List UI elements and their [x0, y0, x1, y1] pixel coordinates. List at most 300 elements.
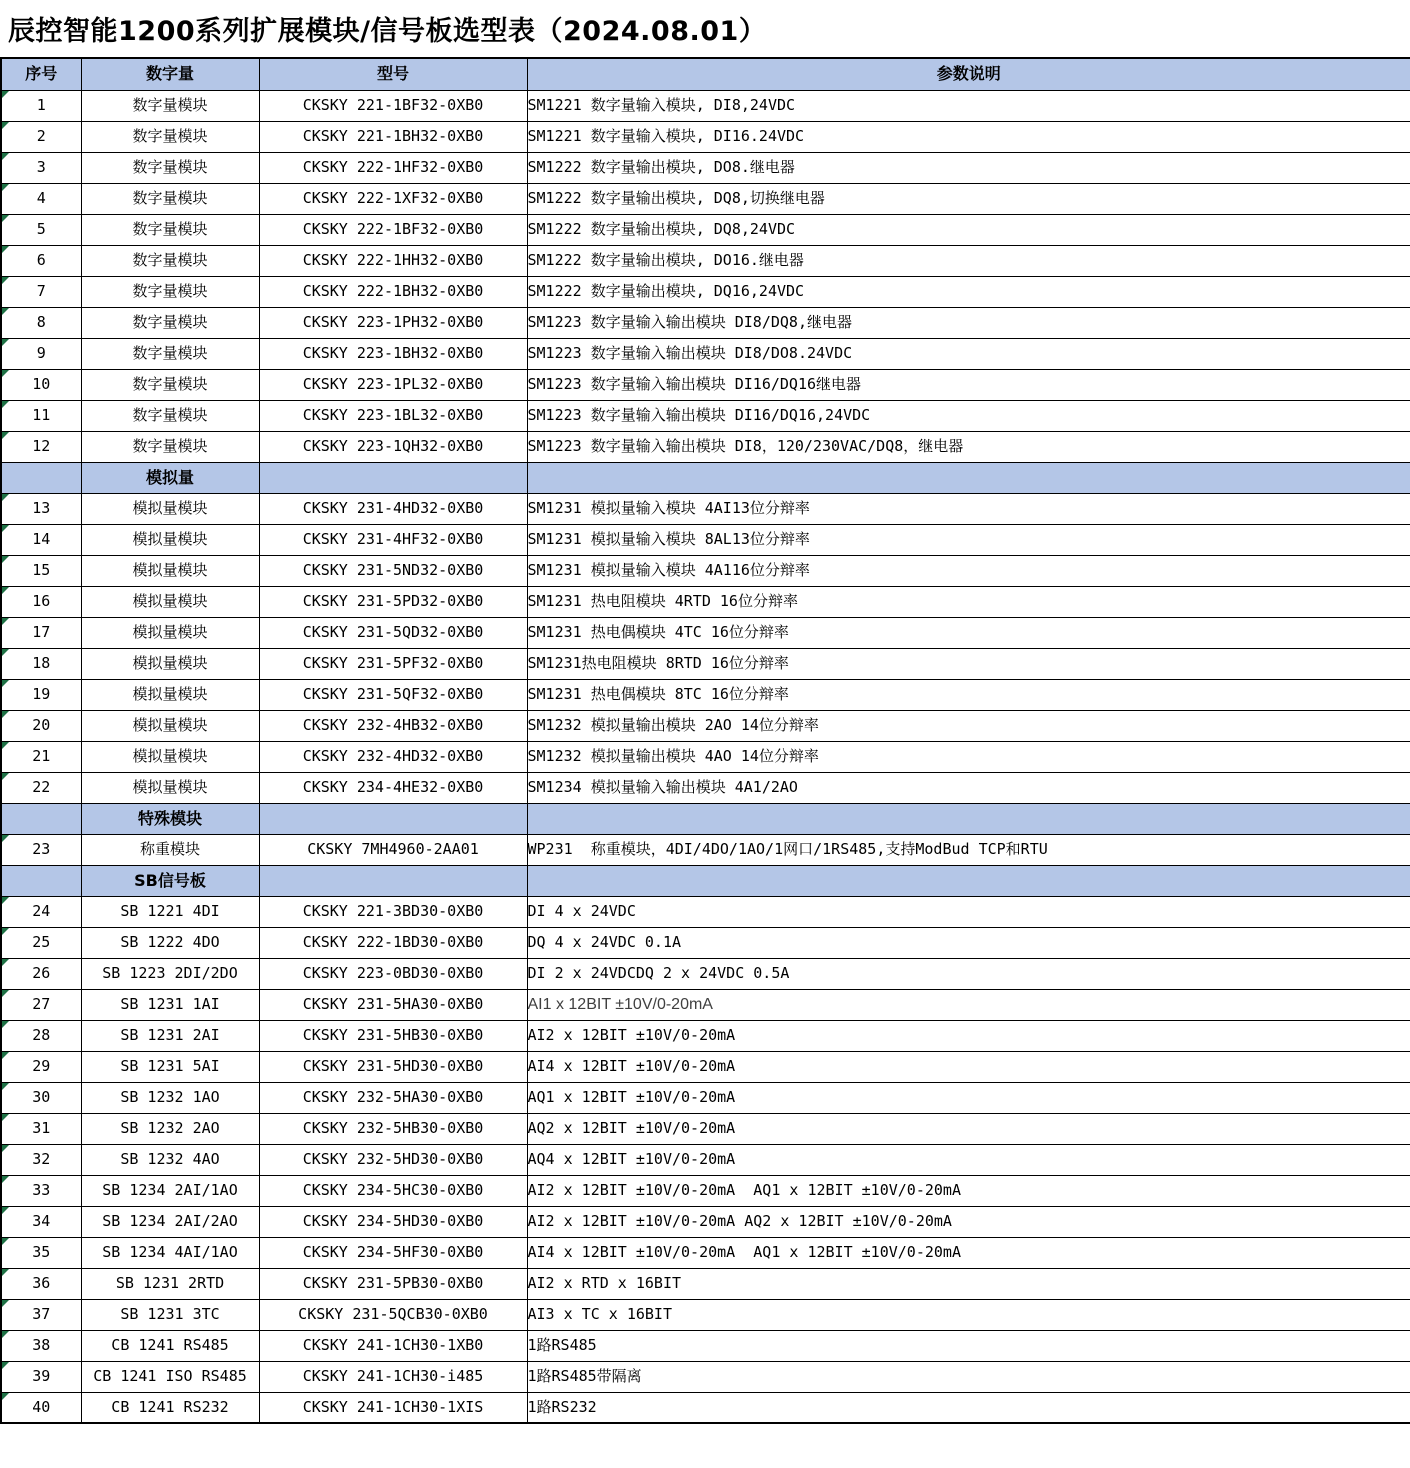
cell-desc: AI4 x 12BIT ±10V/0-20mA [527, 1051, 1410, 1082]
cell-model: CKSKY 223-0BD30-0XB0 [259, 958, 527, 989]
cell-model: CKSKY 231-4HF32-0XB0 [259, 524, 527, 555]
cell-no [1, 586, 81, 617]
cell-no [1, 1206, 81, 1237]
section-cell-category: 模拟量 [81, 462, 259, 493]
table-row [1, 1175, 1410, 1206]
row-number: 1 [36, 96, 46, 115]
row-number: 17 [32, 623, 51, 642]
cell-category: 数字量模块 [81, 90, 259, 121]
cell-category: SB 1222 4DO [81, 927, 259, 958]
cell-category: 模拟量模块 [81, 617, 259, 648]
cell-model: CKSKY 223-1BH32-0XB0 [259, 338, 527, 369]
cell-category: SB 1231 1AI [81, 989, 259, 1020]
cell-desc: SM1223 数字量输入输出模块 DI8/DO8.24VDC [527, 338, 1410, 369]
error-marker-triangle-icon [2, 773, 9, 780]
cell-desc: SM1231 模拟量输入模块 4A116位分辩率 [527, 555, 1410, 586]
table-row [1, 183, 1410, 214]
cell-desc: SM1231 热电偶模块 4TC 16位分辩率 [527, 617, 1410, 648]
table-row [1, 1237, 1410, 1268]
table-row [1, 1144, 1410, 1175]
cell-no [1, 400, 81, 431]
table-row [1, 90, 1410, 121]
table-row [1, 524, 1410, 555]
cell-desc: AQ4 x 12BIT ±10V/0-20mA [527, 1144, 1410, 1175]
section-cell-model [259, 865, 527, 896]
cell-model: CKSKY 234-4HE32-0XB0 [259, 772, 527, 803]
cell-desc: SM1222 数字量输出模块, DQ16,24VDC [527, 276, 1410, 307]
section-cell-model [259, 803, 527, 834]
row-number: 37 [32, 1305, 51, 1324]
error-marker-triangle-icon [2, 1238, 9, 1245]
error-marker-triangle-icon [2, 990, 9, 997]
row-number: 3 [36, 158, 46, 177]
cell-model: CKSKY 232-5HD30-0XB0 [259, 1144, 527, 1175]
cell-desc: AI2 x 12BIT ±10V/0-20mA AQ2 x 12BIT ±10V/0-20mA [527, 1206, 1410, 1237]
cell-no [1, 431, 81, 462]
row-number: 2 [36, 127, 46, 146]
row-number: 31 [32, 1119, 51, 1138]
cell-category: 数字量模块 [81, 400, 259, 431]
section-row [1, 865, 1410, 896]
cell-category: SB 1234 2AI/1AO [81, 1175, 259, 1206]
row-number: 13 [32, 499, 51, 518]
cell-model: CKSKY 232-5HA30-0XB0 [259, 1082, 527, 1113]
cell-no [1, 1082, 81, 1113]
cell-no [1, 90, 81, 121]
section-cell-no [1, 865, 81, 896]
row-number: 27 [32, 995, 51, 1014]
error-marker-triangle-icon [2, 711, 9, 718]
cell-no [1, 1051, 81, 1082]
table-row [1, 834, 1410, 865]
error-marker-triangle-icon [2, 1269, 9, 1276]
error-marker-triangle-icon [2, 680, 9, 687]
cell-no [1, 1299, 81, 1330]
cell-model: CKSKY 232-4HB32-0XB0 [259, 710, 527, 741]
row-number: 11 [32, 406, 51, 425]
row-number: 36 [32, 1274, 51, 1293]
cell-no [1, 1392, 81, 1423]
cell-model: CKSKY 221-3BD30-0XB0 [259, 896, 527, 927]
row-number: 38 [32, 1336, 51, 1355]
table-row [1, 772, 1410, 803]
cell-desc: 1路RS485带隔离 [527, 1361, 1410, 1392]
cell-desc: SM1223 数字量输入输出模块 DI16/DQ16继电器 [527, 369, 1410, 400]
cell-model: CKSKY 234-5HD30-0XB0 [259, 1206, 527, 1237]
error-marker-triangle-icon [2, 1393, 9, 1400]
cell-category: 称重模块 [81, 834, 259, 865]
cell-no [1, 1020, 81, 1051]
cell-model: CKSKY 7MH4960-2AA01 [259, 834, 527, 865]
cell-no [1, 245, 81, 276]
table-row [1, 896, 1410, 927]
table-row [1, 338, 1410, 369]
table-header-row [1, 58, 1410, 90]
cell-desc: SM1223 数字量输入输出模块 DI8/DQ8,继电器 [527, 307, 1410, 338]
cell-model: CKSKY 241-1CH30-1XIS [259, 1392, 527, 1423]
table-row [1, 679, 1410, 710]
cell-desc: AQ1 x 12BIT ±10V/0-20mA [527, 1082, 1410, 1113]
table-row [1, 927, 1410, 958]
cell-desc: SM1231 模拟量输入模块 8AL13位分辩率 [527, 524, 1410, 555]
error-marker-triangle-icon [2, 308, 9, 315]
row-number: 34 [32, 1212, 51, 1231]
cell-no [1, 555, 81, 586]
error-marker-triangle-icon [2, 556, 9, 563]
cell-no [1, 834, 81, 865]
cell-no [1, 617, 81, 648]
cell-no [1, 1361, 81, 1392]
table-row [1, 1392, 1410, 1423]
cell-no [1, 307, 81, 338]
table-body [1, 90, 1410, 1423]
table-row [1, 1082, 1410, 1113]
row-number: 6 [36, 251, 46, 270]
row-number: 33 [32, 1181, 51, 1200]
cell-category: 数字量模块 [81, 338, 259, 369]
table-row [1, 121, 1410, 152]
cell-desc: AI4 x 12BIT ±10V/0-20mA AQ1 x 12BIT ±10V/0-20mA [527, 1237, 1410, 1268]
table-row [1, 1299, 1410, 1330]
cell-category: SB 1231 5AI [81, 1051, 259, 1082]
cell-no [1, 524, 81, 555]
table-row [1, 741, 1410, 772]
cell-desc: DI 2 x 24VDCDQ 2 x 24VDC 0.5A [527, 958, 1410, 989]
cell-model: CKSKY 223-1PL32-0XB0 [259, 369, 527, 400]
section-cell-model [259, 462, 527, 493]
error-marker-triangle-icon [2, 1176, 9, 1183]
cell-model: CKSKY 232-5HB30-0XB0 [259, 1113, 527, 1144]
cell-model: CKSKY 234-5HF30-0XB0 [259, 1237, 527, 1268]
row-number: 22 [32, 778, 51, 797]
cell-desc: SM1231 热电偶模块 8TC 16位分辩率 [527, 679, 1410, 710]
cell-category: 数字量模块 [81, 121, 259, 152]
table-row [1, 214, 1410, 245]
cell-category: SB 1234 4AI/1AO [81, 1237, 259, 1268]
error-marker-triangle-icon [2, 215, 9, 222]
cell-model: CKSKY 231-4HD32-0XB0 [259, 493, 527, 524]
table-row [1, 617, 1410, 648]
table-row [1, 555, 1410, 586]
row-number: 16 [32, 592, 51, 611]
table-row [1, 1361, 1410, 1392]
table-row [1, 1051, 1410, 1082]
row-number: 23 [32, 840, 51, 859]
table-row [1, 1268, 1410, 1299]
cell-no [1, 338, 81, 369]
cell-model: CKSKY 231-5QD32-0XB0 [259, 617, 527, 648]
cell-model: CKSKY 231-5PF32-0XB0 [259, 648, 527, 679]
cell-desc: SM1223 数字量输入输出模块 DI16/DQ16,24VDC [527, 400, 1410, 431]
row-number: 7 [36, 282, 46, 301]
row-number: 39 [32, 1367, 51, 1386]
cell-desc: SM1222 数字量输出模块, DO8.继电器 [527, 152, 1410, 183]
section-row [1, 803, 1410, 834]
header-cell-model: 型号 [259, 58, 527, 90]
cell-desc: AI3 x TC x 16BIT [527, 1299, 1410, 1330]
table-row [1, 1330, 1410, 1361]
cell-category: 数字量模块 [81, 245, 259, 276]
cell-model: CKSKY 223-1BL32-0XB0 [259, 400, 527, 431]
row-number: 20 [32, 716, 51, 735]
cell-no [1, 493, 81, 524]
section-cell-category: SB信号板 [81, 865, 259, 896]
cell-category: 模拟量模块 [81, 586, 259, 617]
row-number: 24 [32, 902, 51, 921]
cell-category: 数字量模块 [81, 152, 259, 183]
cell-model: CKSKY 241-1CH30-i485 [259, 1361, 527, 1392]
cell-desc: SM1234 模拟量输入输出模块 4A1/2AO [527, 772, 1410, 803]
row-number: 9 [36, 344, 46, 363]
module-selection-table [0, 57, 1410, 1424]
cell-category: SB 1232 2AO [81, 1113, 259, 1144]
cell-category: 数字量模块 [81, 276, 259, 307]
cell-model: CKSKY 231-5ND32-0XB0 [259, 555, 527, 586]
error-marker-triangle-icon [2, 1300, 9, 1307]
cell-desc: AQ2 x 12BIT ±10V/0-20mA [527, 1113, 1410, 1144]
section-cell-desc [527, 803, 1410, 834]
error-marker-triangle-icon [2, 928, 9, 935]
error-marker-triangle-icon [2, 1114, 9, 1121]
error-marker-triangle-icon [2, 339, 9, 346]
error-marker-triangle-icon [2, 401, 9, 408]
cell-model: CKSKY 223-1PH32-0XB0 [259, 307, 527, 338]
cell-category: SB 1231 2AI [81, 1020, 259, 1051]
cell-desc: DI 4 x 24VDC [527, 896, 1410, 927]
row-number: 29 [32, 1057, 51, 1076]
cell-model: CKSKY 221-1BF32-0XB0 [259, 90, 527, 121]
cell-model: CKSKY 234-5HC30-0XB0 [259, 1175, 527, 1206]
table-row [1, 989, 1410, 1020]
error-marker-triangle-icon [2, 959, 9, 966]
cell-category: CB 1241 RS485 [81, 1330, 259, 1361]
cell-category: 数字量模块 [81, 214, 259, 245]
cell-desc: SM1222 数字量输出模块, DO16.继电器 [527, 245, 1410, 276]
cell-model: CKSKY 241-1CH30-1XB0 [259, 1330, 527, 1361]
section-cell-no [1, 462, 81, 493]
page-title: 辰控智能1200系列扩展模块/信号板选型表（2024.08.01） [8, 16, 767, 47]
cell-no [1, 183, 81, 214]
cell-category: SB 1232 1AO [81, 1082, 259, 1113]
cell-desc: SM1223 数字量输入输出模块 DI8，120/230VAC/DQ8，继电器 [527, 431, 1410, 462]
row-number: 10 [32, 375, 51, 394]
error-marker-triangle-icon [2, 184, 9, 191]
row-number: 4 [36, 189, 46, 208]
table-row [1, 1113, 1410, 1144]
cell-desc: 1路RS232 [527, 1392, 1410, 1423]
cell-category: SB 1234 2AI/2AO [81, 1206, 259, 1237]
table-row [1, 245, 1410, 276]
row-number: 26 [32, 964, 51, 983]
cell-no [1, 214, 81, 245]
row-number: 32 [32, 1150, 51, 1169]
cell-category: SB 1231 3TC [81, 1299, 259, 1330]
cell-desc: SM1222 数字量输出模块, DQ8,24VDC [527, 214, 1410, 245]
section-cell-no [1, 803, 81, 834]
cell-category: SB 1223 2DI/2DO [81, 958, 259, 989]
cell-model: CKSKY 231-5QCB30-0XB0 [259, 1299, 527, 1330]
cell-desc: AI1 x 12BIT ±10V/0-20mA [527, 989, 1410, 1020]
error-marker-triangle-icon [2, 1331, 9, 1338]
cell-category: SB 1232 4AO [81, 1144, 259, 1175]
table-row [1, 400, 1410, 431]
error-marker-triangle-icon [2, 587, 9, 594]
row-number: 40 [32, 1398, 51, 1416]
cell-category: 模拟量模块 [81, 710, 259, 741]
header-cell-no: 序号 [1, 58, 81, 90]
cell-no [1, 896, 81, 927]
table-row [1, 493, 1410, 524]
cell-desc: SM1231 模拟量输入模块 4AI13位分辩率 [527, 493, 1410, 524]
cell-model: CKSKY 222-1HF32-0XB0 [259, 152, 527, 183]
cell-category: SB 1231 2RTD [81, 1268, 259, 1299]
cell-no [1, 152, 81, 183]
cell-model: CKSKY 232-4HD32-0XB0 [259, 741, 527, 772]
section-cell-desc [527, 865, 1410, 896]
cell-category: 模拟量模块 [81, 741, 259, 772]
cell-category: 模拟量模块 [81, 772, 259, 803]
error-marker-triangle-icon [2, 277, 9, 284]
cell-desc: SM1221 数字量输入模块, DI8,24VDC [527, 90, 1410, 121]
cell-category: 模拟量模块 [81, 524, 259, 555]
error-marker-triangle-icon [2, 1207, 9, 1214]
cell-model: CKSKY 222-1BD30-0XB0 [259, 927, 527, 958]
error-marker-triangle-icon [2, 1083, 9, 1090]
section-cell-category: 特殊模块 [81, 803, 259, 834]
cell-category: 模拟量模块 [81, 555, 259, 586]
table-row [1, 958, 1410, 989]
table-row [1, 152, 1410, 183]
table-row [1, 307, 1410, 338]
cell-desc: WP231 称重模块，4DI/4DO/1AO/1网口/1RS485,支持ModBud TCP和RTU [527, 834, 1410, 865]
cell-model: CKSKY 222-1BF32-0XB0 [259, 214, 527, 245]
error-marker-triangle-icon [2, 1362, 9, 1369]
table-row [1, 369, 1410, 400]
row-number: 28 [32, 1026, 51, 1045]
row-number: 30 [32, 1088, 51, 1107]
cell-model: CKSKY 231-5PD32-0XB0 [259, 586, 527, 617]
cell-no [1, 648, 81, 679]
row-number: 19 [32, 685, 51, 704]
error-marker-triangle-icon [2, 525, 9, 532]
cell-model: CKSKY 231-5QF32-0XB0 [259, 679, 527, 710]
cell-desc: SM1232 模拟量输出模块 2AO 14位分辩率 [527, 710, 1410, 741]
cell-model: CKSKY 221-1BH32-0XB0 [259, 121, 527, 152]
cell-category: SB 1221 4DI [81, 896, 259, 927]
cell-no [1, 121, 81, 152]
cell-category: 模拟量模块 [81, 648, 259, 679]
error-marker-triangle-icon [2, 742, 9, 749]
cell-no [1, 276, 81, 307]
cell-no [1, 710, 81, 741]
table-row [1, 586, 1410, 617]
table-row [1, 1206, 1410, 1237]
header-cell-category: 数字量 [81, 58, 259, 90]
cell-no [1, 1268, 81, 1299]
cell-model: CKSKY 231-5HD30-0XB0 [259, 1051, 527, 1082]
cell-category: 数字量模块 [81, 369, 259, 400]
row-number: 14 [32, 530, 51, 549]
error-marker-triangle-icon [2, 649, 9, 656]
error-marker-triangle-icon [2, 370, 9, 377]
cell-model: CKSKY 231-5PB30-0XB0 [259, 1268, 527, 1299]
cell-category: 模拟量模块 [81, 679, 259, 710]
row-number: 35 [32, 1243, 51, 1262]
cell-desc: AI2 x RTD x 16BIT [527, 1268, 1410, 1299]
cell-category: 数字量模块 [81, 431, 259, 462]
cell-desc: SM1231 热电阻模块 4RTD 16位分辩率 [527, 586, 1410, 617]
error-marker-triangle-icon [2, 91, 9, 98]
cell-category: 数字量模块 [81, 183, 259, 214]
cell-model: CKSKY 223-1QH32-0XB0 [259, 431, 527, 462]
row-number: 12 [32, 437, 51, 456]
table-row [1, 276, 1410, 307]
cell-category: 模拟量模块 [81, 493, 259, 524]
cell-no [1, 741, 81, 772]
error-marker-triangle-icon [2, 153, 9, 160]
section-row [1, 462, 1410, 493]
row-number: 5 [36, 220, 46, 239]
section-cell-desc [527, 462, 1410, 493]
row-number: 21 [32, 747, 51, 766]
cell-category: 数字量模块 [81, 307, 259, 338]
cell-no [1, 772, 81, 803]
cell-model: CKSKY 222-1XF32-0XB0 [259, 183, 527, 214]
table-row [1, 710, 1410, 741]
cell-model: CKSKY 231-5HB30-0XB0 [259, 1020, 527, 1051]
cell-no [1, 1237, 81, 1268]
cell-no [1, 1175, 81, 1206]
error-marker-triangle-icon [2, 246, 9, 253]
title-bar [0, 0, 1410, 57]
table-row [1, 648, 1410, 679]
error-marker-triangle-icon [2, 835, 9, 842]
error-marker-triangle-icon [2, 1145, 9, 1152]
error-marker-triangle-icon [2, 122, 9, 129]
error-marker-triangle-icon [2, 1052, 9, 1059]
cell-no [1, 989, 81, 1020]
error-marker-triangle-icon [2, 897, 9, 904]
cell-desc: AI2 x 12BIT ±10V/0-20mA AQ1 x 12BIT ±10V/0-20mA [527, 1175, 1410, 1206]
cell-desc: SM1222 数字量输出模块, DQ8,切换继电器 [527, 183, 1410, 214]
cell-desc: SM1231热电阻模块 8RTD 16位分辩率 [527, 648, 1410, 679]
cell-no [1, 369, 81, 400]
row-number: 15 [32, 561, 51, 580]
cell-no [1, 1330, 81, 1361]
row-number: 18 [32, 654, 51, 673]
cell-model: CKSKY 222-1HH32-0XB0 [259, 245, 527, 276]
cell-no [1, 1144, 81, 1175]
error-marker-triangle-icon [2, 1021, 9, 1028]
cell-no [1, 1113, 81, 1144]
cell-category: CB 1241 ISO RS485 [81, 1361, 259, 1392]
error-marker-triangle-icon [2, 494, 9, 501]
table-row [1, 431, 1410, 462]
cell-desc: SM1221 数字量输入模块, DI16.24VDC [527, 121, 1410, 152]
cell-desc: DQ 4 x 24VDC 0.1A [527, 927, 1410, 958]
cell-model: CKSKY 231-5HA30-0XB0 [259, 989, 527, 1020]
cell-no [1, 679, 81, 710]
row-number: 8 [36, 313, 46, 332]
cell-desc: 1路RS485 [527, 1330, 1410, 1361]
cell-category: CB 1241 RS232 [81, 1392, 259, 1423]
row-number: 25 [32, 933, 51, 952]
cell-desc: AI2 x 12BIT ±10V/0-20mA [527, 1020, 1410, 1051]
error-marker-triangle-icon [2, 432, 9, 439]
table-row [1, 1020, 1410, 1051]
cell-no [1, 958, 81, 989]
cell-no [1, 927, 81, 958]
